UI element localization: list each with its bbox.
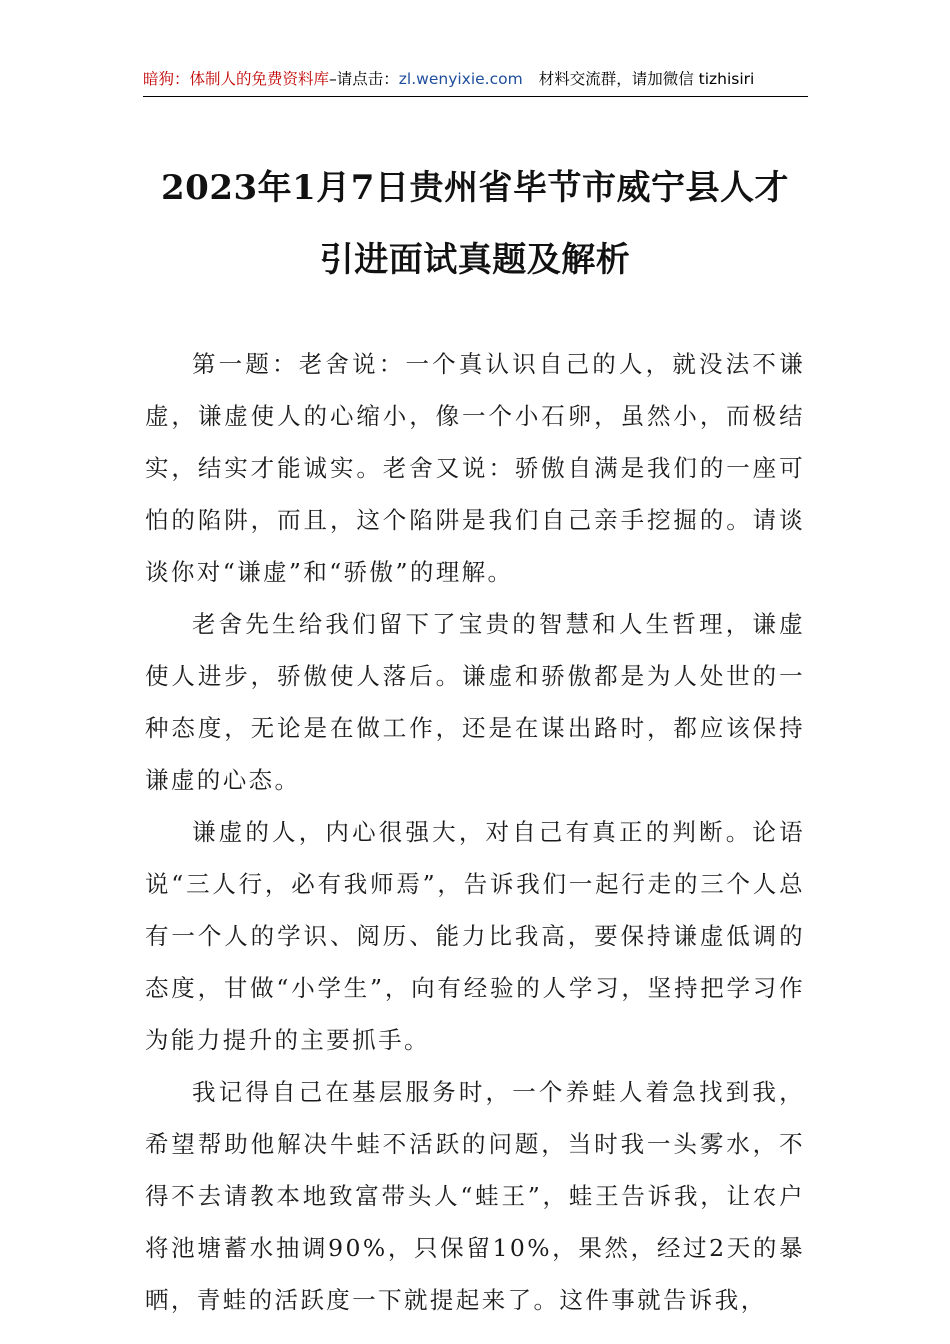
- page-header: [143, 62, 808, 97]
- header-brand-text: 暗狗：体制人的免费资料库: [143, 70, 330, 88]
- document-title-line-1: 2023年1月7日贵州省毕节市威宁县人才: [161, 168, 789, 208]
- document-title-line-2: 引进面试真题及解析: [319, 240, 631, 280]
- paragraph-example: 我记得自己在基层服务时，一个养蛙人着急找到我，希望帮助他解决牛蛙不活跃的问题，当时我一头雾水，不得不去请教本地致富带头人“蛙王”，蛙王告诉我，让农户将池塘蓄水抽调90%，只保留10%，果然，经过2天的暴晒，青蛙的活跃度一下就提起来了。这件事就告诉我，: [145, 1078, 805, 1314]
- paragraph-humility: 谦虚的人，内心很强大，对自己有真正的判断。论语说“三人行，必有我师焉”，告诉我们一起行走的三个人总有一个人的学识、阅历、能力比我高，要保持谦虚低调的态度，甘做“小学生”，向有经验的人学习，坚持把学习作为能力提升的主要抓手。: [145, 818, 805, 1054]
- header-url-link[interactable]: zl.wenyixie.com: [398, 70, 523, 88]
- document-body: [145, 338, 805, 1326]
- paragraph-answer-intro: 老舍先生给我们留下了宝贵的智慧和人生哲理，谦虚使人进步，骄傲使人落后。谦虚和骄傲都是为人处世的一种态度，无论是在做工作，还是在谋出路时，都应该保持谦虚的心态。: [145, 610, 805, 794]
- header-click-prompt: –请点击：: [329, 70, 399, 88]
- header-group-note: 材料交流群，请加微信 tizhisiri: [538, 70, 755, 88]
- paragraph-question-1: 第一题：老舍说：一个真认识自己的人，就没法不谦虚，谦虚使人的心缩小，像一个小石卵，虽然小，而极结实，结实才能诚实。老舍又说：骄傲自满是我们的一座可怕的陷阱，而且，这个陷阱是我们自己亲手挖掘的。请谈谈你对“谦虚”和“骄傲”的理解。: [145, 350, 805, 586]
